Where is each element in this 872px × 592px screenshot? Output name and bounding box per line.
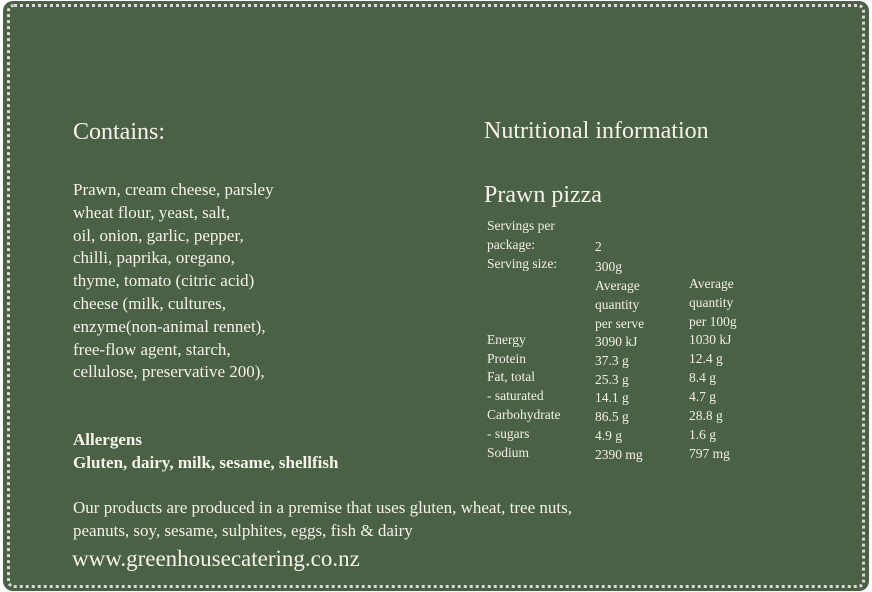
serving-size-label: Serving size: — [487, 256, 558, 271]
ingredient-line: chilli, paprika, oregano, — [73, 248, 235, 268]
ingredient-line: Prawn, cream cheese, parsley — [73, 180, 274, 199]
per-100g-header: Average — [689, 276, 734, 291]
servings-per-package-label: Servings per — [487, 218, 555, 233]
nutrient-per-100g: 8.4 g — [689, 370, 716, 385]
nutrient-per-serve: 25.3 g — [595, 372, 629, 387]
ingredient-line: thyme, tomato (citric acid) — [73, 271, 255, 291]
nutrient-per-100g: 1.6 g — [689, 427, 716, 442]
label-card — [3, 1, 869, 591]
nutrient-label: - saturated — [487, 388, 544, 403]
premise-notice — [73, 497, 572, 542]
nutrient-per-serve: 14.1 g — [595, 390, 629, 405]
ingredients-list — [73, 179, 274, 384]
allergens-list: Gluten, dairy, milk, sesame, shellfish — [73, 453, 339, 472]
nutrient-per-serve: 4.9 g — [595, 428, 622, 443]
ingredient-line: oil, onion, garlic, pepper, — [73, 225, 244, 245]
nutrient-per-serve: 86.5 g — [595, 409, 629, 424]
premise-line: Our products are produced in a premise that uses gluten, wheat, tree nuts, — [73, 498, 572, 517]
per-serve-header: Average — [595, 278, 640, 293]
serving-size-value: 300g — [595, 259, 622, 274]
ingredient-line: wheat flour, yeast, salt, — [73, 202, 230, 222]
per-100g-header: quantity — [689, 295, 734, 310]
website-link[interactable]: www.greenhousecatering.co.nz — [72, 546, 360, 571]
nutrient-per-100g: 797 mg — [689, 446, 730, 461]
ingredient-line: cheese (milk, cultures, — [73, 293, 226, 313]
nutrient-per-serve: 3090 kJ — [595, 334, 638, 349]
nutrient-per-serve: 2390 mg — [595, 447, 643, 462]
per-serve-header: quantity — [595, 297, 640, 312]
premise-line: peanuts, soy, sesame, sulphites, eggs, fish & dairy — [73, 520, 413, 540]
allergens-title: Allergens — [73, 430, 142, 449]
per-serve-header: per serve — [595, 316, 645, 331]
nutrient-label: Fat, total — [487, 369, 535, 384]
nutrient-per-100g: 1030 kJ — [689, 332, 732, 347]
ingredient-line: enzyme(non-animal rennet), — [73, 316, 266, 336]
servings-per-package-label: package: — [487, 237, 535, 252]
nutrient-per-100g: 12.4 g — [689, 351, 723, 366]
nutrient-label: Energy — [487, 332, 526, 347]
contains-title: Contains: — [73, 119, 166, 145]
nutrient-label: - sugars — [487, 426, 530, 441]
nutrient-label: Carbohydrate — [487, 407, 561, 422]
nutrition-title: Nutritional information — [484, 118, 709, 144]
nutrient-label: Sodium — [487, 445, 530, 460]
ingredient-line: free-flow agent, starch, — [73, 339, 231, 359]
product-name: Prawn pizza — [484, 182, 602, 208]
per-100g-header: per 100g — [689, 314, 737, 329]
servings-per-package-value: 2 — [595, 239, 602, 254]
nutrient-per-100g: 4.7 g — [689, 389, 716, 404]
nutrient-per-100g: 28.8 g — [689, 408, 723, 423]
ingredient-line: cellulose, preservative 200), — [73, 362, 265, 382]
nutrient-label: Protein — [487, 351, 526, 366]
nutrient-per-serve: 37.3 g — [595, 353, 629, 368]
